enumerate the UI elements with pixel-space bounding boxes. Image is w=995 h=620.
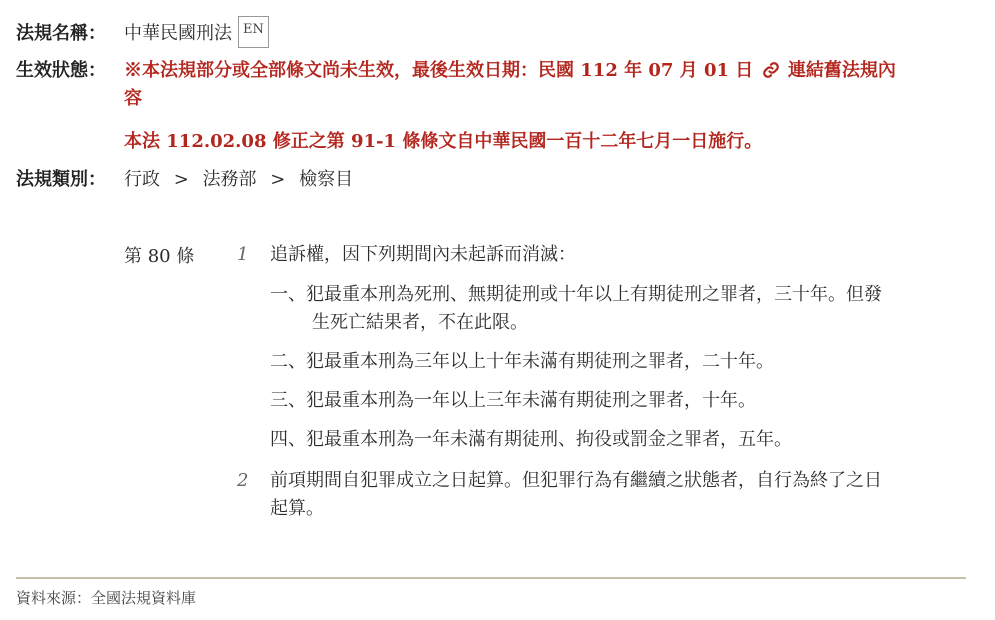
law-name: 中華民國刑法 [124, 23, 232, 44]
paragraph-text: 追訴權，因下列期間內未起訴而消滅： [270, 244, 576, 265]
breadcrumb-separator: > [270, 169, 286, 190]
category-row [16, 166, 353, 194]
article-number: 第 80 條 [124, 246, 195, 267]
category-label: 法規類別： [16, 169, 106, 190]
effective-status-row [16, 57, 896, 85]
paragraph-number: 2 [237, 470, 249, 491]
old-version-link-continued[interactable]: 容 [124, 88, 142, 109]
effective-note: 本法 112.02.08 修正之第 91-1 條條文自中華民國一百十二年七月一日施行。 [124, 131, 763, 152]
effective-status-label: 生效狀態： [16, 60, 106, 81]
law-name-row [16, 20, 269, 48]
list-item: 三、犯最重本刑為一年以上三年未滿有期徒刑之罪者，十年。 [270, 390, 756, 411]
paragraph-text-continued: 起算。 [270, 498, 324, 519]
old-version-link[interactable]: 連結舊法規內 [787, 60, 896, 81]
paragraph-text: 前項期間自犯罪成立之日起算。但犯罪行為有繼續之狀態者，自行為終了之日 [270, 470, 882, 491]
list-item: 四、犯最重本刑為一年未滿有期徒刑、拘役或罰金之罪者，五年。 [270, 429, 792, 450]
breadcrumb-item-ministry[interactable]: 法務部 [202, 169, 257, 190]
list-item: 一、犯最重本刑為死刑、無期徒刑或十年以上有期徒刑之罪者，三十年。但發 [270, 284, 882, 305]
data-source: 資料來源：全國法規資料庫 [16, 589, 197, 607]
breadcrumb-item-prosecution[interactable]: 檢察目 [299, 169, 354, 190]
list-item-continued: 生死亡結果者，不在此限。 [312, 312, 528, 333]
list-item: 二、犯最重本刑為三年以上十年未滿有期徒刑之罪者，二十年。 [270, 351, 774, 372]
breadcrumb [124, 166, 353, 194]
breadcrumb-item-admin[interactable]: 行政 [124, 169, 160, 190]
effective-status [124, 57, 896, 85]
law-name-label: 法規名稱： [16, 23, 106, 44]
paragraph-number: 1 [237, 244, 249, 265]
effective-status-text: ※本法規部分或全部條文尚未生效，最後生效日期：民國 112 年 07 月 01 日 [124, 60, 754, 81]
english-version-button[interactable]: EN [238, 16, 269, 48]
footer-divider [16, 577, 966, 579]
breadcrumb-separator: > [173, 169, 189, 190]
link-icon[interactable] [762, 61, 780, 79]
